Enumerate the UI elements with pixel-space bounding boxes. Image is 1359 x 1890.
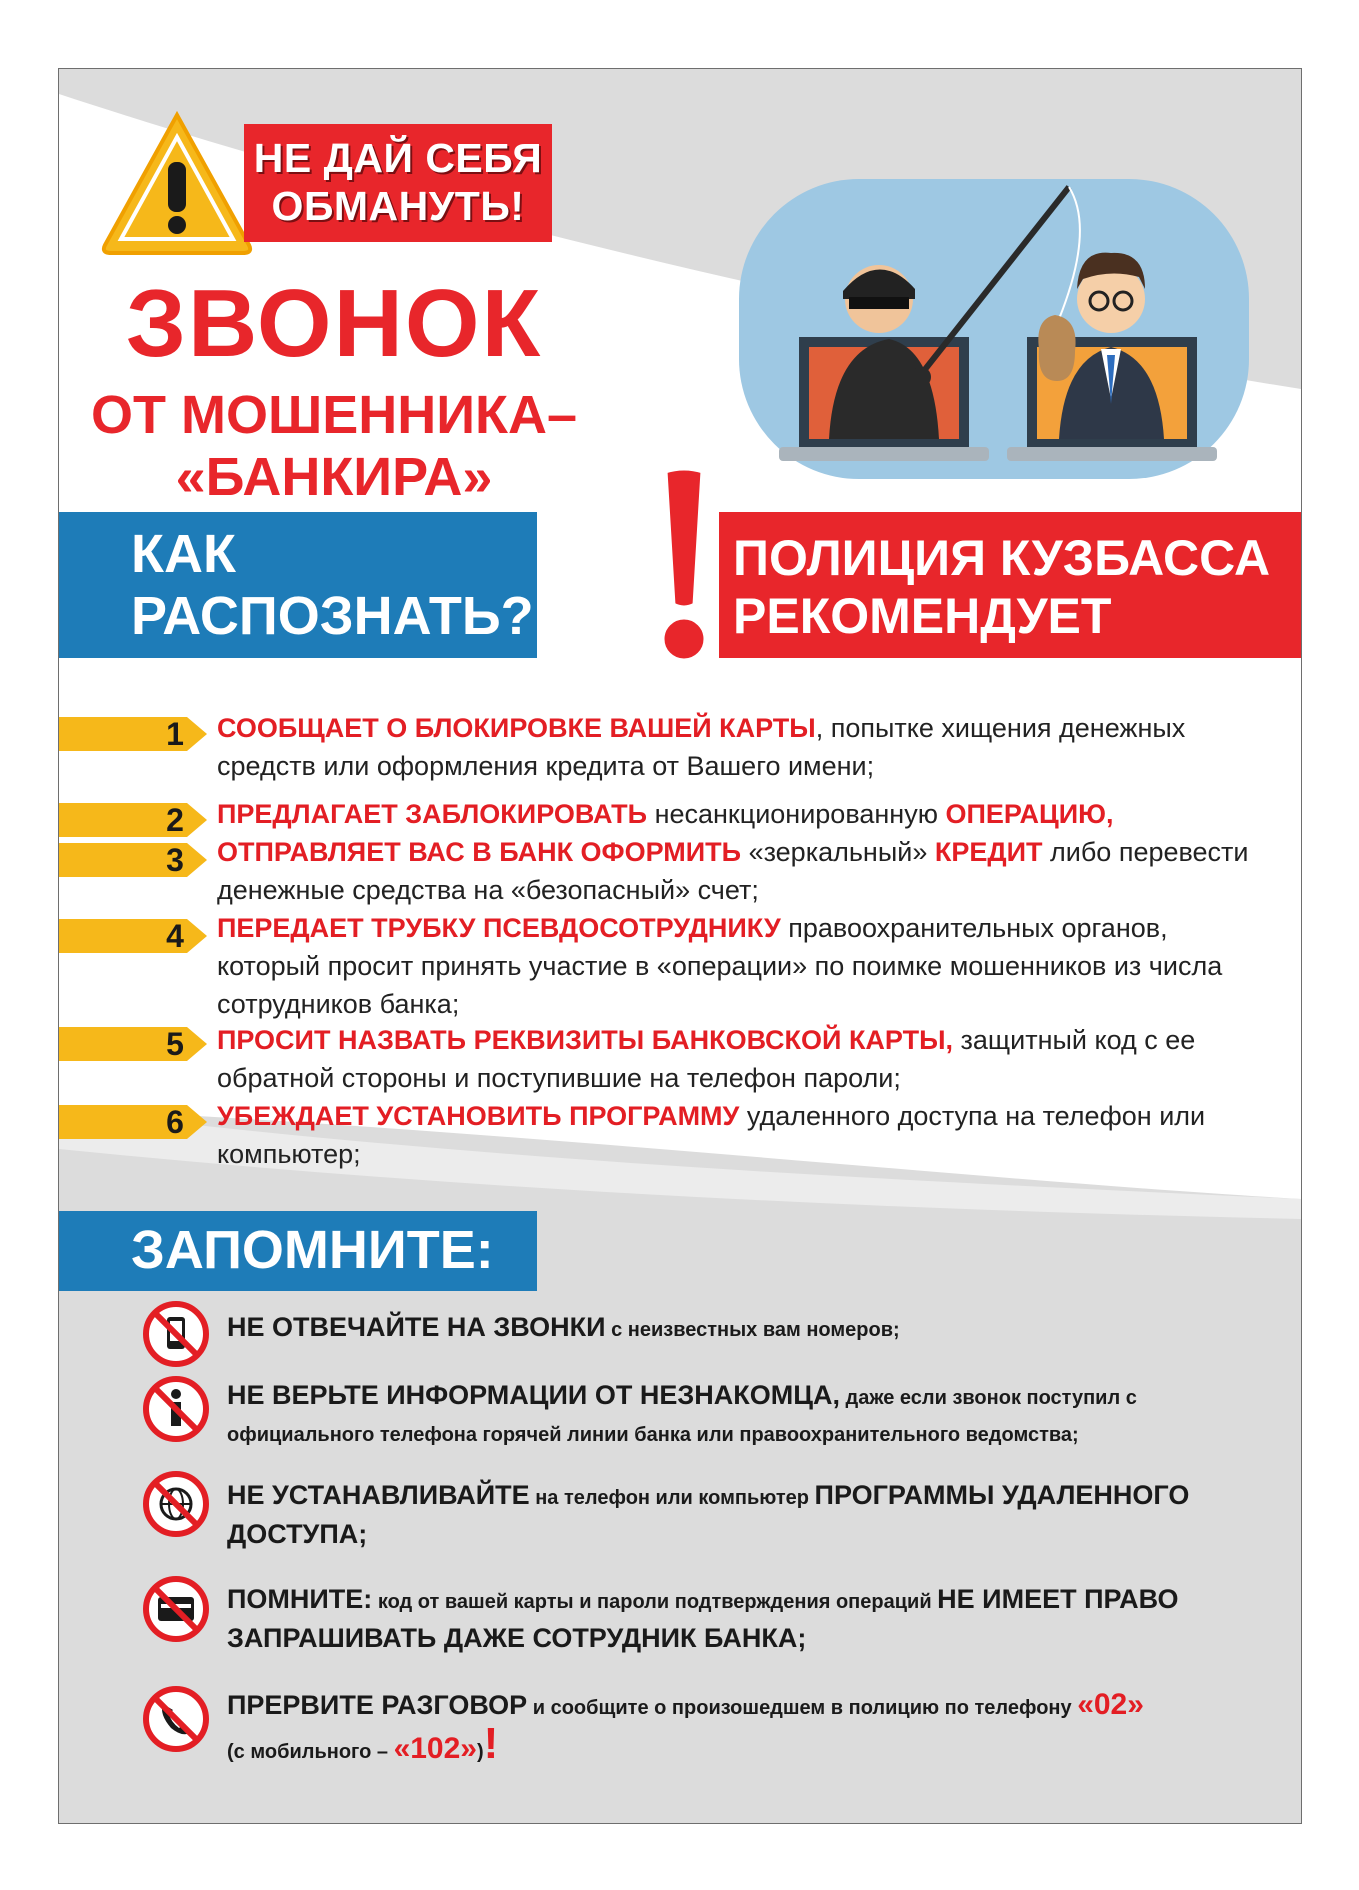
remember-5-close: ): [477, 1741, 484, 1763]
no-call-icon: [141, 1684, 211, 1754]
sign-5-text: защитный код с ее обратной стороны и поступившие на телефон пароли;: [217, 1025, 1196, 1093]
badge: [244, 124, 552, 242]
sign-2-highlight: ПРЕДЛАГАЕТ ЗАБЛОКИРОВАТЬ: [217, 799, 648, 829]
police-line1: ПОЛИЦИЯ КУЗБАССА: [733, 530, 1271, 586]
remember-5-line2: [227, 1719, 1267, 1770]
phone-02: «02»: [1077, 1688, 1144, 1721]
remember-3-bold-2: ПРОГРАММЫ УДАЛЕННОГО ДОСТУПА;: [227, 1480, 1190, 1549]
remember-2-small: даже если звонок поступил с официального телефона горячей линии банка или правоохранительного ведомства;: [227, 1387, 1137, 1446]
remember-4-small: код от вашей карты и пароли подтверждения операций: [372, 1591, 938, 1613]
number-tag-4: [59, 919, 209, 953]
remember-2: [227, 1377, 1267, 1453]
sign-2: [217, 795, 1277, 833]
sign-6-highlight: УБЕЖДАЕТ УСТАНОВИТЬ ПРОГРАММУ: [217, 1101, 740, 1131]
fraud-illustration: [739, 119, 1269, 484]
how-line1: КАК: [131, 524, 236, 584]
number-tag-3: [59, 843, 209, 877]
sign-3-text-2: либо перевести денежные средства на «безопасный» счет;: [217, 837, 1249, 905]
sign-2-text: несанкционированную: [647, 799, 946, 829]
number-3: 3: [166, 843, 184, 877]
poster: [58, 68, 1302, 1824]
phone-102: «102»: [393, 1732, 477, 1765]
number-2: 2: [166, 803, 184, 837]
remember-4-bold-2: НЕ ИМЕЕТ ПРАВО ЗАПРАШИВАТЬ ДАЖЕ СОТРУДНИК БАНКА;: [227, 1584, 1179, 1653]
remember-5-line1: [227, 1687, 1267, 1726]
remember-5: [227, 1687, 1267, 1770]
no-card-icon: [141, 1574, 211, 1644]
police-line2: РЕКОМЕНДУЕТ: [733, 588, 1112, 644]
page-title: ЗВОНОК: [125, 270, 543, 377]
number-5: 5: [166, 1027, 184, 1061]
warning-icon: [97, 107, 257, 257]
remember-3-small: на телефон или компьютер: [529, 1487, 815, 1509]
subtitle-line2: «БАНКИРА»: [175, 447, 493, 507]
no-remote-access-icon: [141, 1469, 211, 1539]
sign-3: [217, 833, 1277, 909]
remember-2-bold: НЕ ВЕРЬТЕ ИНФОРМАЦИИ ОТ НЕЗНАКОМЦА,: [227, 1380, 840, 1410]
remember-5-bold: ПРЕРВИТЕ РАЗГОВОР: [227, 1690, 528, 1720]
number-tag-1: [59, 717, 209, 751]
badge-line1: НЕ ДАЙ СЕБЯ: [253, 135, 543, 181]
badge-line2: ОБМАНУТЬ!: [271, 183, 525, 229]
number-tag-6: [59, 1105, 209, 1139]
police-heading: [733, 529, 1270, 645]
sign-1: [217, 709, 1277, 785]
remember-3-bold: НЕ УСТАНАВЛИВАЙТЕ: [227, 1480, 530, 1510]
sign-1-highlight: СООБЩАЕТ О БЛОКИРОВКЕ ВАШЕЙ КАРТЫ: [217, 713, 816, 743]
sign-4-text: правоохранительных органов, который просит принять участие в «операции» по поимке мошенников из числа сотрудников банка;: [217, 913, 1223, 1019]
final-exclamation: !: [483, 1719, 499, 1768]
remember-heading: ЗАПОМНИТЕ:: [131, 1220, 494, 1280]
no-info-icon: [141, 1374, 211, 1444]
money-bag: [1038, 315, 1075, 381]
remember-4-bold: ПОМНИТЕ:: [227, 1584, 373, 1614]
sign-5-highlight: ПРОСИТ НАЗВАТЬ РЕКВИЗИТЫ БАНКОВСКОЙ КАРТЫ,: [217, 1025, 954, 1055]
remember-1-small: с неизвестных вам номеров;: [605, 1319, 900, 1341]
sign-1-text: , попытке хищения денежных средств или оформления кредита от Вашего имени;: [217, 713, 1186, 781]
how-to-recognize-heading: [131, 523, 534, 647]
sign-5: [217, 1021, 1277, 1097]
sign-2-highlight-2: ОПЕРАЦИЮ,: [945, 799, 1114, 829]
sign-4: [217, 909, 1277, 1023]
number-tag-2: [59, 803, 209, 837]
page-subtitle: [59, 384, 609, 508]
remember-3: [227, 1477, 1267, 1554]
sign-3-text: «зеркальный»: [741, 837, 935, 867]
remember-5-small: и сообщите о произошедшем в полицию по телефону: [527, 1697, 1078, 1719]
number-1: 1: [166, 717, 184, 751]
sign-4-highlight: ПЕРЕДАЕТ ТРУБКУ ПСЕВДОСОТРУДНИКУ: [217, 913, 781, 943]
number-6: 6: [166, 1105, 184, 1139]
how-line2: РАСПОЗНАТЬ?: [131, 586, 534, 646]
alert-exclamation-icon: [651, 465, 717, 665]
sign-6-text: удаленного доступа на телефон или компьютер;: [217, 1101, 1206, 1169]
sign-3-highlight: ОТПРАВЛЯЕТ ВАС В БАНК ОФОРМИТЬ: [217, 837, 742, 867]
number-tag-5: [59, 1027, 209, 1061]
remember-4: [227, 1581, 1267, 1658]
remember-1: [227, 1309, 1267, 1348]
no-phone-icon: [141, 1299, 211, 1369]
number-4: 4: [166, 919, 184, 953]
sign-3-highlight-2: КРЕДИТ: [934, 837, 1043, 867]
sign-6: [217, 1097, 1277, 1173]
remember-1-bold: НЕ ОТВЕЧАЙТЕ НА ЗВОНКИ: [227, 1312, 606, 1342]
subtitle-line1: ОТ МОШЕННИКА–: [90, 385, 578, 445]
remember-5-mobile-label: (с мобильного –: [227, 1741, 394, 1763]
